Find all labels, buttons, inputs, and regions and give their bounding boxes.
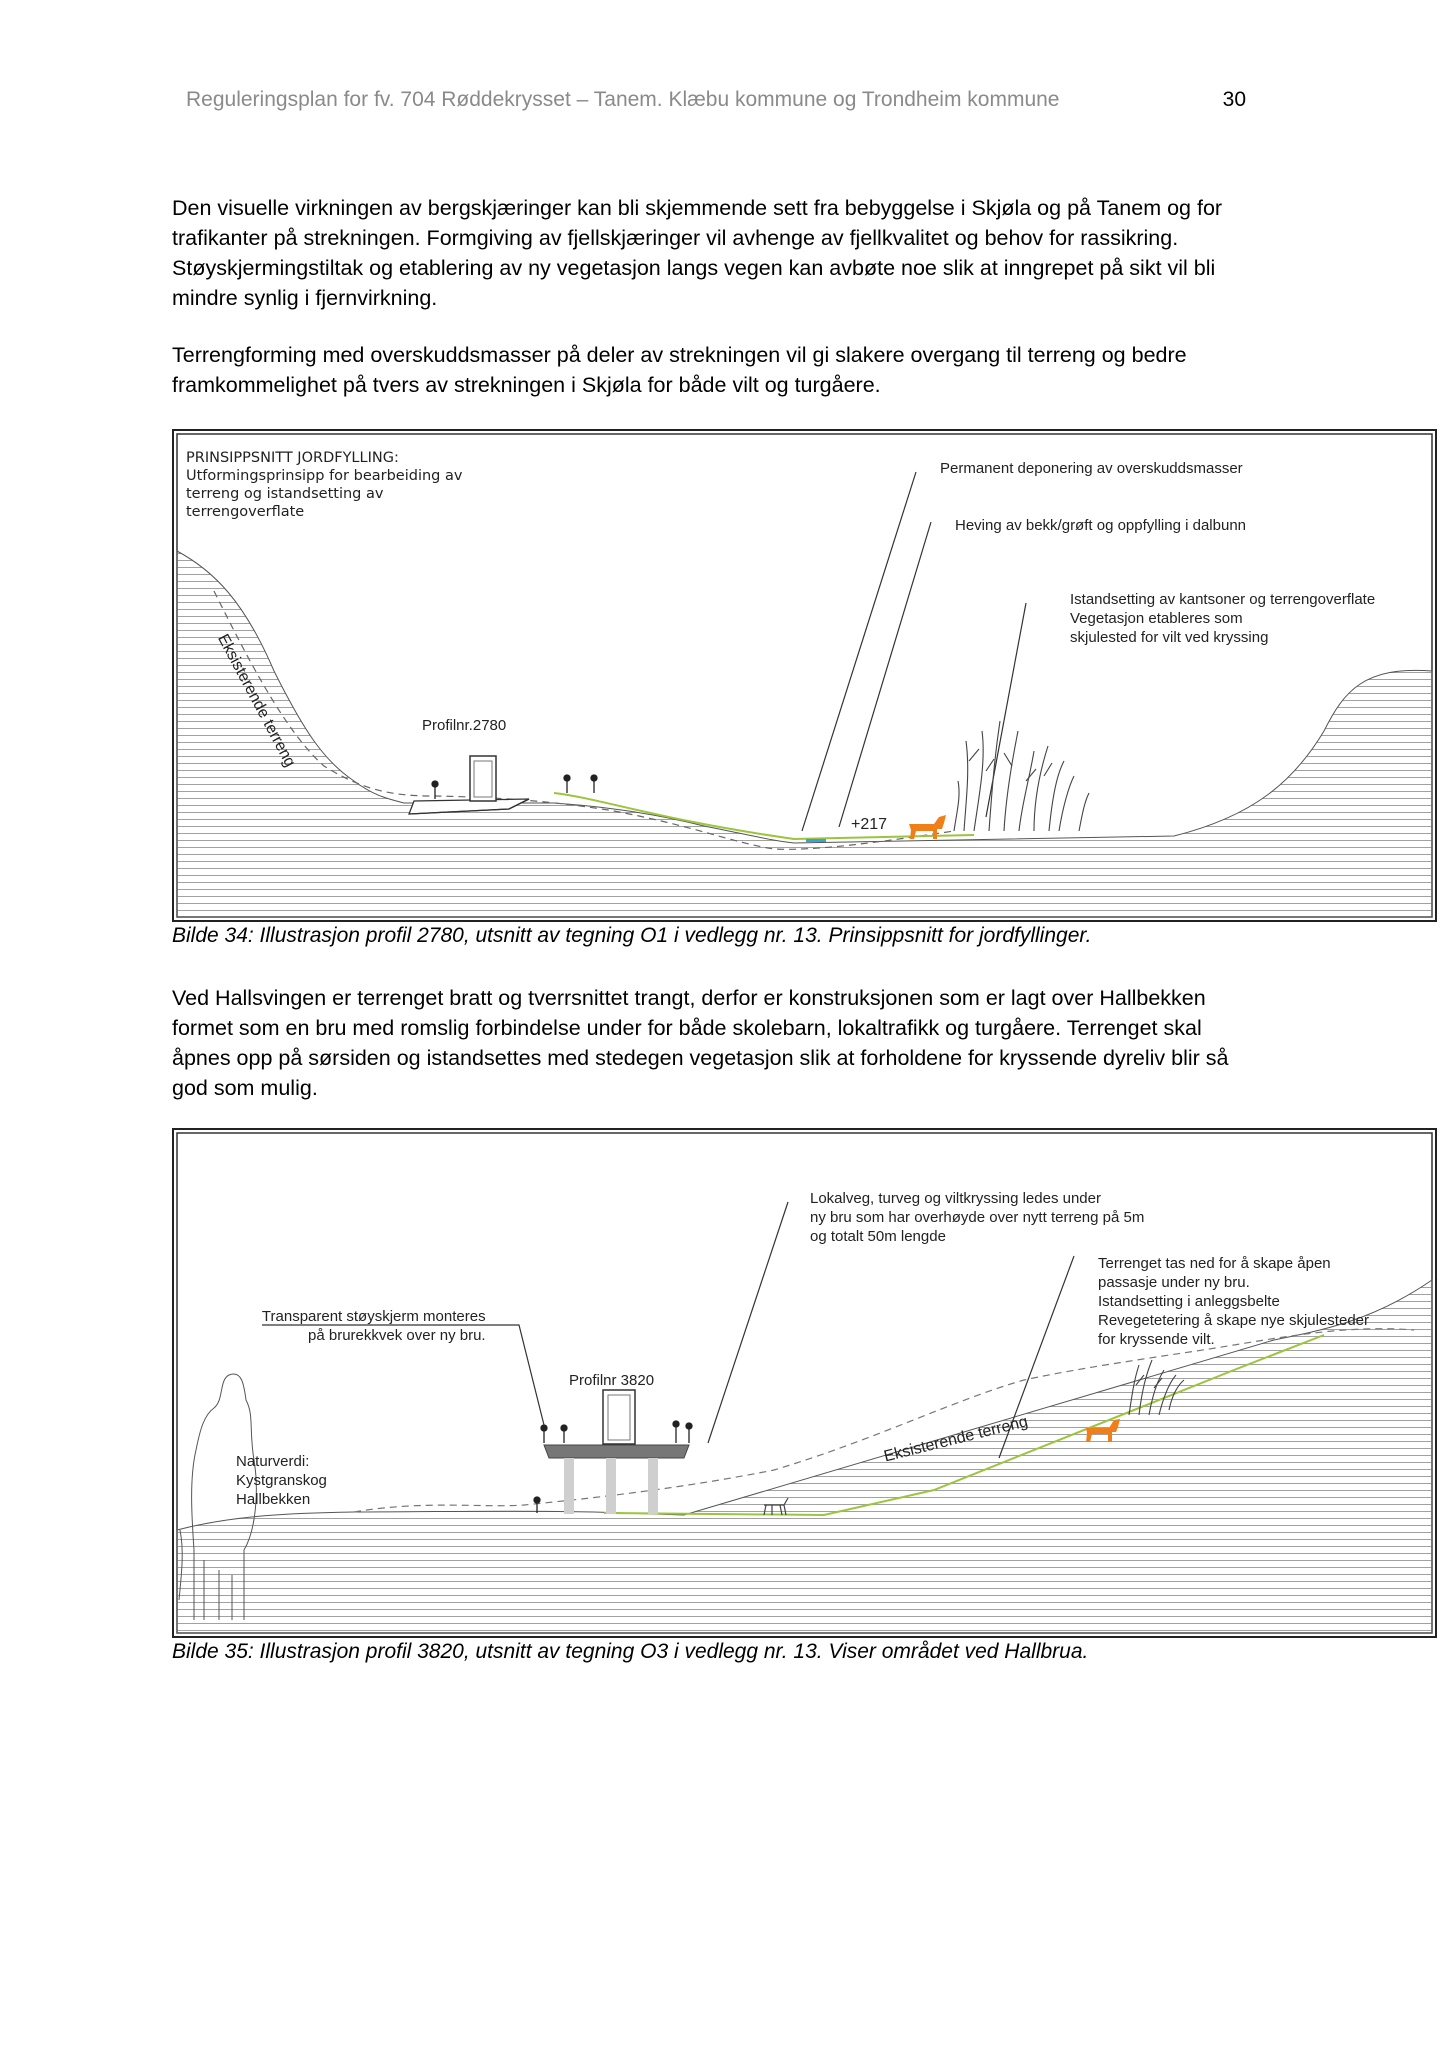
label-eksisterende-terreng: Eksisterende terreng: [882, 1413, 1030, 1466]
caption-bilde-35: Bilde 35: Illustrasjon profil 3820, utsnitt av tegning O3 i vedlegg nr. 13. Viser området ved Hallbrua.: [172, 1640, 1089, 1663]
label-istandsetting: Istandsetting av kantsoner og terrengoverflate Vegetasjon etableres som skjulested for vilt ved kryssing: [1070, 591, 1376, 646]
paragraph-line: Støyskjermingstiltak og etablering av ny vegetasjon langs vegen kan avbøte noe slik at inngrepet på sikt vil bli: [172, 256, 1216, 280]
label-lokalveg: Lokalveg, turveg og viltkryssing ledes under ny bru som har overhøyde over nytt terreng på 5m og totalt 50m lengde: [810, 1190, 1145, 1245]
paragraph-line: framkommelighet på tvers av strekningen i Skjøla for både vilt og turgåere.: [172, 373, 881, 397]
caption-bilde-34: Bilde 34: Illustrasjon profil 2780, utsnitt av tegning O1 i vedlegg nr. 13. Prinsippsnitt for jordfyllinger.: [172, 924, 1092, 947]
paragraph-terrain-forming: [172, 340, 1282, 400]
figure1-subtitle: terrengoverflate: [186, 504, 305, 520]
paragraph-line: Den visuelle virkningen av bergskjæringer kan bli skjemmende sett fra bebyggelse i Skjøla og på Tanem og for: [172, 196, 1223, 220]
figure1-subtitle: Utformingsprinsipp for bearbeiding av: [186, 468, 463, 484]
figure1-title-block: [186, 449, 462, 521]
paragraph-line: formet som en bru med romslig forbindelse under for både skolebarn, lokaltrafikk og turgåere. Terrenget skal: [172, 1016, 1202, 1040]
paragraph-line: åpnes opp på sørsiden og istandsettes med stedegen vegetasjon slik at forholdene for kryssende dyreliv blir så: [172, 1046, 1229, 1070]
label-transparent-stoyskjerm: Transparent støyskjerm monteres på brurekkvek over ny bru.: [261, 1308, 486, 1344]
figure-profile-2780: [172, 429, 1437, 922]
label-naturverdi: Naturverdi: Kystgranskog Hallbekken: [236, 1453, 327, 1508]
paragraph-visual-impact: [172, 193, 1282, 313]
label-eksisterende-terreng: Eksisterende terreng: [214, 631, 299, 770]
label-heving-bekk: Heving av bekk/grøft og oppfylling i dalbunn: [955, 517, 1247, 534]
paragraph-line: trafikanter på strekningen. Formgiving av fjellskjæringer vil avhenge av fjellkvalitet og behov for rassikring.: [172, 226, 1179, 250]
document-title: Reguleringsplan for fv. 704 Røddekrysset – Tanem. Klæbu kommune og Trondheim kommune: [186, 88, 1060, 111]
paragraph-line: Ved Hallsvingen er terrenget bratt og tverrsnittet trangt, derfor er konstruksjonen som er lagt over Hallbekken: [172, 986, 1206, 1010]
page-number: 30: [1222, 88, 1246, 111]
label-profilnr-2780: Profilnr.2780: [422, 717, 507, 734]
label-permanent-deponering: Permanent deponering av overskuddsmasser: [940, 460, 1243, 477]
paragraph-line: god som mulig.: [172, 1076, 318, 1100]
figure-profile-3820: [172, 1128, 1437, 1638]
figure1-title: PRINSIPPSNITT JORDFYLLING:: [186, 450, 399, 466]
bridge-structure: [544, 1390, 689, 1514]
figure1-subtitle: terreng og istandsetting av: [186, 486, 384, 502]
label-elevation: +217: [851, 816, 888, 833]
label-terrenget-tas-ned: Terrenget tas ned for å skape åpen passasje under ny bru. Istandsetting i anleggsbelte Revegetetering å skape nye skjulesteder for kryssende vilt.: [1098, 1255, 1369, 1348]
vegetation-illustration: [954, 721, 1089, 831]
stream-marker: [806, 839, 826, 842]
paragraph-line: Terrengforming med overskuddsmasser på deler av strekningen vil gi slakere overgang til terreng og bedre: [172, 343, 1187, 367]
paragraph-line: mindre synlig i fjernvirkning.: [172, 286, 438, 310]
label-profilnr-3820: Profilnr 3820: [569, 1372, 655, 1389]
profile-3820-drawing: [174, 1130, 1435, 1636]
paragraph-hallsvingen: [172, 983, 1282, 1103]
